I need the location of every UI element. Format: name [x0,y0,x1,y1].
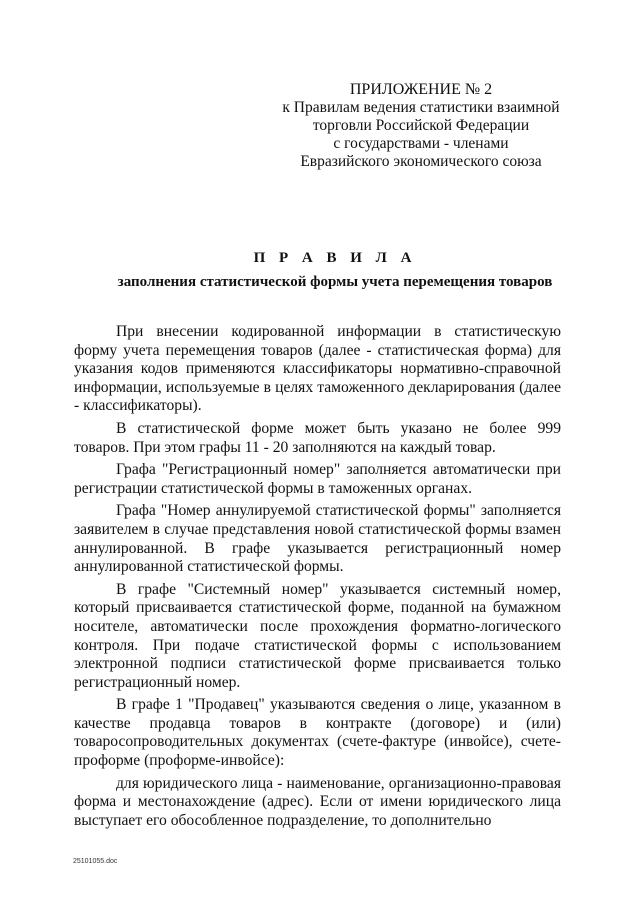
document-subtitle: заполнения статистической формы учета перемещения товаров [117,274,553,290]
document-body [74,323,561,834]
file-code: 25101055.doc [73,858,118,865]
paragraph: В графе "Системный номер" указывается системный номер, который присваивается статистической форме, поданной на бумажном носителе, автоматически после прохождения форматно-логического контроля. При подаче статистической формы с использованием электронной подписи статистической форме присваивается только регистрационный номер. [74,580,561,691]
appendix-line: к Правилам ведения статистики взаимной [282,99,560,116]
document-title: П Р А В И Л А [253,250,417,266]
appendix-line: Евразийского экономического союза [300,153,542,170]
appendix-header [250,81,592,171]
appendix-line: с государствами - членами [333,135,509,152]
paragraph: для юридического лица - наименование, организационно-правовая форма и местонахождение (адрес). Если от имени юридического лица выступает его обособленное подразделение, то дополнительно [74,774,561,829]
appendix-title: ПРИЛОЖЕНИЕ № 2 [349,81,493,98]
paragraph: В графе 1 "Продавец" указываются сведения о лице, указанном в качестве продавца товаров в контракте (договоре) и (или) товаросопроводительных документах (счете-фактуре (инвойсе), счете-проформе (проформе-инвойсе): [74,696,561,770]
appendix-line: торговли Российской Федерации [312,117,530,134]
paragraph: В статистической форме может быть указано не более 999 товаров. При этом графы 11 - 20 заполняются на каждый товар. [74,419,561,456]
paragraph: Графа "Регистрационный номер" заполняется автоматически при регистрации статистической формы в таможенных органах. [74,461,561,497]
paragraph: При внесении кодированной информации в статистическую форму учета перемещения товаров (далее - статистическая форма) для указания кодов применяются классификаторы нормативно-справочной информации, используемые в целях таможенного декларирования (далее - классификаторы). [74,323,561,415]
paragraph: Графа "Номер аннулируемой статистической формы" заполняется заявителем в случае представления новой статистической формы взамен аннулированной. В графе указывается регистрационный номер аннулированной статистической формы. [74,502,561,576]
